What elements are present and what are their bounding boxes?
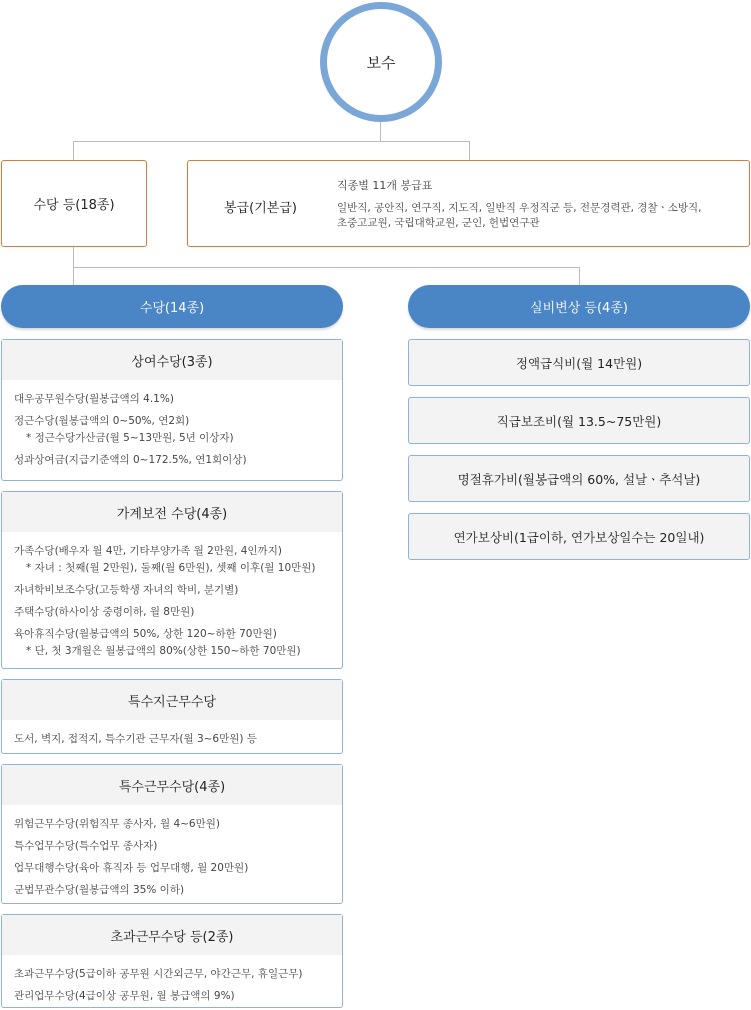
connector-to-allowances-total: [73, 141, 74, 161]
card-title: 상여수당(3종): [2, 340, 342, 380]
position-subsidy-item: [408, 397, 750, 444]
base-pay-desc-line: 초중고교원, 국립대학교원, 군인, 헌법연구관: [337, 217, 540, 229]
card-subline: * 정근수당가산금(월 5~13만원, 5년 이상자): [26, 432, 234, 444]
overtime-allowance-card: [1, 914, 343, 1008]
card-line: 군법무관수당(월봉급액의 35% 이하): [14, 884, 185, 896]
allowances-header-label: 수당(14종): [139, 301, 205, 316]
card-line: 위험근무수당(위험직무 종사자, 월 4~6만원): [14, 818, 220, 830]
card-line: 성과상여금(지급기준액의 0~172.5%, 연1회이상): [14, 454, 247, 466]
allowances-header: [1, 285, 343, 328]
bonus-allowance-card: [1, 339, 343, 481]
expense-label: 연가보상비(1급이하, 연가보상일수는 20일내): [453, 529, 705, 545]
card-line: 가족수당(배우자 월 4만, 기타부양가족 월 2만원, 4인까지): [14, 545, 282, 557]
household-allowance-card: [1, 491, 343, 669]
card-line: 특수업무수당(특수업무 종사자): [14, 840, 158, 852]
base-pay-desc-line: 일반직, 공안직, 연구직, 지도직, 일반직 우정직군 등, 전문경력관, 경찰ㆍ소방직,: [337, 202, 702, 214]
expense-label: 명절휴가비(월봉급액의 60%, 설날ㆍ추석날): [457, 471, 701, 487]
card-line: 정근수당(월봉급액의 0~50%, 연2회): [14, 415, 190, 427]
card-title: 초과근무수당 등(2종): [2, 915, 342, 955]
card-line: 주택수당(하사이상 중령이하, 월 8만원): [14, 606, 195, 618]
card-line: 초과근무수당(5급이하 공무원 시간외근무, 야간근무, 휴일근무): [14, 968, 303, 980]
base-pay-box: [187, 160, 750, 247]
card-body: [2, 955, 342, 1010]
expense-label: 직급보조비(월 13.5~75만원): [496, 413, 662, 429]
connector-to-expenses: [579, 267, 580, 286]
card-line: 업무대행수당(육아 휴직자 등 업무대행, 월 20만원): [14, 862, 249, 874]
root-label: 보수: [366, 53, 396, 72]
card-line: 자녀학비보조수당(고등학생 자녀의 학비, 분기별): [14, 584, 239, 596]
connector-top-horizontal: [73, 141, 470, 142]
connector-allowances-total-down: [73, 246, 74, 286]
special-duty-allowance-card: [1, 764, 343, 904]
expenses-header-label: 실비변상 등(4종): [530, 301, 628, 316]
card-subline: * 자녀 : 첫째(월 2만원), 둘째(월 6만원), 셋째 이후(월 10만원): [26, 562, 316, 574]
allowances-total-label: 수당 등(18종): [33, 198, 115, 213]
expenses-header: [408, 285, 750, 328]
expense-label: 정액급식비(월 14만원): [515, 355, 643, 371]
card-body: [2, 532, 342, 668]
base-pay-label: 봉급(기본급): [224, 201, 297, 216]
card-title: 특수지근무수당: [2, 680, 342, 720]
card-line: 도서, 벽지, 접적지, 특수기관 근무자(월 3~6만원) 등: [14, 733, 257, 745]
connector-root-down: [380, 122, 381, 142]
connector-to-base-pay: [469, 141, 470, 161]
card-title: 가계보전 수당(4종): [2, 492, 342, 532]
base-pay-title: 직종별 11개 봉급표: [337, 179, 433, 192]
annual-leave-compensation-item: [408, 513, 750, 560]
base-pay-description: [337, 201, 702, 231]
connector-mid-horizontal: [73, 267, 580, 268]
card-body: [2, 720, 342, 756]
holiday-bonus-item: [408, 455, 750, 502]
card-line: 대우공무원수당(월봉급액의 4.1%): [14, 393, 174, 405]
card-body: [2, 380, 342, 477]
card-body: [2, 805, 342, 907]
meal-expense-item: [408, 339, 750, 386]
card-line: 육아휴직수당(월봉급액의 50%, 상한 120~하한 70만원): [14, 628, 277, 640]
root-node-pay: [320, 2, 442, 122]
card-line: 관리업무수당(4급이상 공무원, 월 봉급액의 9%): [14, 990, 235, 1002]
card-title: 특수근무수당(4종): [2, 765, 342, 805]
card-subline: * 단, 첫 3개월은 월봉급액의 80%(상한 150~하한 70만원): [26, 645, 301, 657]
allowances-total-box: [1, 160, 147, 247]
special-region-allowance-card: [1, 679, 343, 754]
